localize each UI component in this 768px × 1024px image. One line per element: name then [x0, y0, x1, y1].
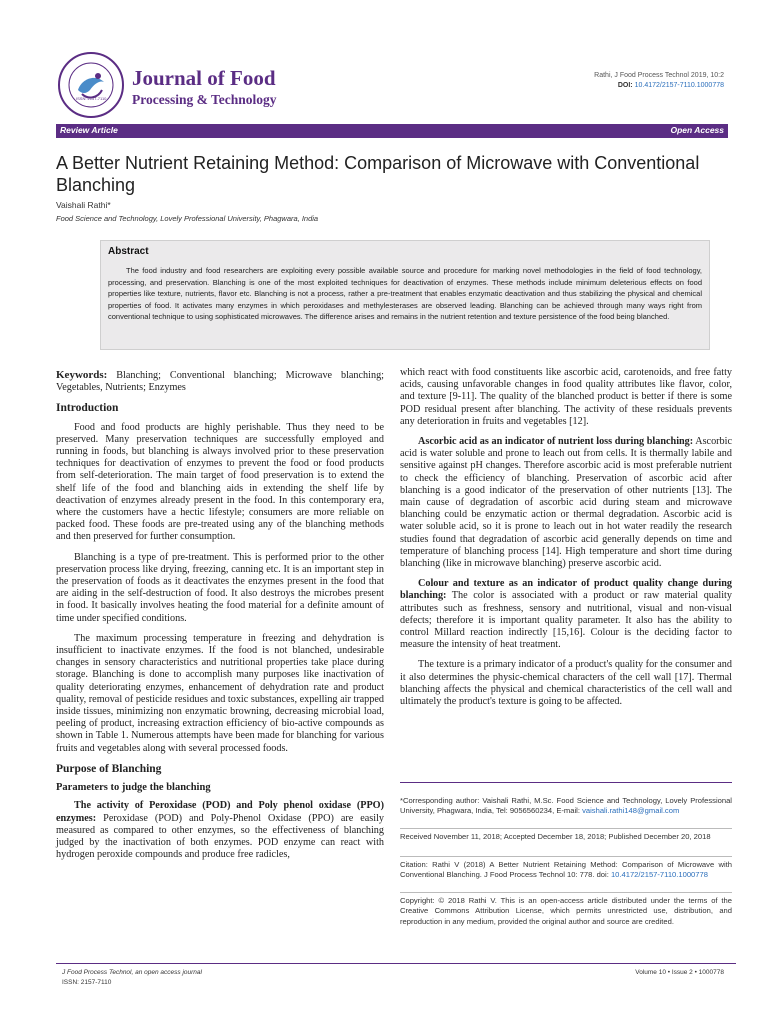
footnote-rule [400, 892, 732, 893]
continued-paragraph: which react with food constituents like ascorbic acid, carotenoids, and free fatty acids, causing unfavorable changes in food quality attributes like flavor, color, and texture [9-11]. The quality of the blanched product is better if there is some POD residual present after blanching. The activity of these residuals prevents any deterioration in fruits and vegetables [12]. [400, 367, 732, 427]
texture-paragraph: The texture is a primary indicator of a product's quality for the consumer and it also determines the physic-chemical characters of the cell wall [17]. Thermal blanching affects the physical and chemical characteristics of the cell wall and ultimately the product's texture is going to be affected. [400, 659, 732, 708]
journal-subtitle: Processing & Technology [132, 92, 277, 107]
introduction-heading: Introduction [56, 402, 119, 415]
intro-paragraph-3: The maximum processing temperature in freezing and dehydration is insufficient to inactivate enzymes. If the food is not blanched, undesirable changes in sensory characteristics and nutritional properties take place during storage. Blanching is done to accomplish many purposes like inactivation of quality deteriorating enzymes, enhancement of dehydration rate and product quality, removal of pesticide residues and toxic substances, expelling air trapped inside tissues, minimizing non enzymatic browning, decreasing microbial load, peeling of product, increasing extraction efficiency of bio-active compounds as shown in Table 1. Numerous attempts have been made for blanching for various fruits and vegetables along with several processed foods. [56, 632, 384, 754]
footnote-rule [400, 828, 732, 829]
ascorbic-heading: Ascorbic acid as an indicator of nutrient loss during blanching: [418, 436, 694, 448]
doi-line [618, 82, 724, 89]
open-access-label: Open Access [670, 125, 724, 135]
citation-text: Rathi V (2018) A Better Nutrient Retaining Method: Comparison of Microwave with Conventional Blanching. J Food Process Technol 10: 778. doi: [400, 860, 732, 880]
journal-logo [56, 50, 126, 120]
footer-journal: J Food Process Technol, an open access journal [62, 969, 202, 976]
footnote-rule [400, 856, 732, 857]
intro-paragraph-2: Blanching is a type of pre-treatment. This is performed prior to the other preservation process like drying, freezing, canning etc. It is an important step in the preservation of foods as it deactivates the enzymes present in the food that are aiding in the self-destruction of food. It also destroys the microbes present in food. It basically involves heating the food material for a definite amount of time under specified conditions. [56, 551, 384, 624]
author-name: Vaishali Rathi* [56, 200, 111, 210]
footer-issn: ISSN: 2157-7110 [62, 979, 112, 986]
colour-text: The color is associated with a product or raw material quality attributes such as freshness, sensory and nutritional, visual and non-visual defects; therefore it is important quality parameter. It also has the ability to control Millard reaction indirectly [15,16]. Colour is the deciding factor to measure the intensity of heat treatment. [400, 590, 732, 651]
purpose-heading: Purpose of Blanching [56, 762, 162, 775]
footer-volume: Volume 10 • Issue 2 • 1000778 [635, 969, 724, 976]
citation-line: Rathi, J Food Process Technol 2019, 10:2 [594, 72, 724, 79]
copyright-note: Copyright: © 2018 Rathi V. This is an open-access article distributed under the terms of the Creative Commons Attribution License, which permits unrestricted use, distribution, and reproduction in any medium, provided the original author and source are credited. [400, 896, 732, 926]
doi-link[interactable]: 10.4172/2157-7110.1000778 [634, 82, 724, 89]
pod-heading: The activity of Peroxidase (POD) and Poly phenol oxidase (PPO) enzymes: [56, 800, 384, 824]
review-article-label: Review Article [60, 125, 118, 135]
ascorbic-text: Ascorbic acid is water soluble and prone to leach out from cells. It is thermally labile and sensitive against pH changes. Therefore ascorbic acid is most preferable nutrient to check the efficiency of blanching. Preservation of ascorbic acid after blanching is a good indicator of the preservation of other nutrients [13]. The main cause of degradation of ascorbic acid during steam and microwave blanching could be enzymatic action or thermal degradation. Ascorbic acid is water soluble acid, so it is prone to leach out in hot water readily the research studies found that degradation of ascorbic acid generally depends on time and temperature of blanching process [14]. High temperature and short time during blanching (like in microwave blanching) preserve ascorbic acid. [400, 436, 733, 570]
parameters-heading: Parameters to judge the blanching [56, 782, 211, 794]
abstract-heading: Abstract [108, 246, 149, 257]
citation-doi-link[interactable]: 10.4172/2157-7110.1000778 [610, 870, 708, 880]
citation-note [400, 860, 732, 881]
journal-title: Journal of Food [132, 66, 276, 90]
article-type-banner [56, 124, 728, 138]
pod-paragraph [56, 800, 384, 861]
right-column [400, 367, 732, 716]
pod-text: Peroxidase (POD) and Poly-Phenol Oxidase (PPO) are easily measured as compared to other enzymes, so the effectiveness of blanching judged by the inactivation of both enzymes. POD enzyme can react with hydrogen peroxide compounds and produce free radicles, [56, 812, 384, 861]
colour-heading: Colour and texture as an indicator of product quality change during blanching: [400, 578, 732, 602]
article-title: A Better Nutrient Retaining Method: Comparison of Microwave with Conventional Blanching [56, 153, 700, 195]
corresponding-author-text: *Corresponding author: Vaishali Rathi, M.Sc. Food Science and Technology, Lovely Professional University, Phagwara, India, Tel: 9056560234, E-mail: [400, 796, 732, 816]
corresponding-author-note [400, 796, 732, 817]
intro-paragraph-1: Food and food products are highly perishable. Thus they need to be preserved. Many preservation techniques are successfully employed and running in foods, but blanching is always involved prior to these preservation techniques for deactivation of enzymes to prevent the food or food products from self-deterioration. The main target of food preservation is to extend the shelf life of the food and blanching aids in extending the shelf life by deactivation of enzymes already present in the food. In this contemporary era, where the customers have a hectic lifestyle; consumers are more reliable on packed food. These foods are pre-treated using any of the blanching methods and then preserved for further consumption. [56, 421, 384, 543]
abstract-body: The food industry and food researchers are exploiting every possible available source and procedure for marking novel methodologies in the field of food technology, processing, and preservation. Blanching is one of the most exploited techniques for deactivation of enzymes. These methods include minimum deleterious effects on food properties like texture, nutrients, flavor etc. Blanching is not a process, rather a pre-treatment that enables enzymatic deactivation and thus stabilizing the physical and chemical properties of food. It activates many enzymes in which peroxidases and methylesterases are observed leading. Blanching can be achieved through many ways right from conventional technique to using sophisticated microwaves. The difference arises and remains in the nutrient retention and texture persistence of the food being blanched. [108, 266, 702, 322]
abstract-text [108, 265, 702, 323]
received-dates: Received November 11, 2018; Accepted December 18, 2018; Published December 20, 2018 [400, 832, 711, 841]
colour-paragraph [400, 578, 732, 651]
doi-label: DOI: [617, 82, 633, 89]
ascorbic-paragraph [400, 436, 732, 570]
footnote-divider [400, 782, 732, 783]
author-email-link[interactable]: vaishali.rathi148@gmail.com [582, 806, 680, 816]
keywords-text: Blanching; Conventional blanching; Microwave blanching; Vegetables, Nutrients; Enzymes [56, 370, 384, 394]
left-column [56, 369, 384, 869]
footer-rule [56, 963, 736, 964]
logo-issn: ISSN: 2157-7110 [76, 96, 107, 101]
author-affiliation: Food Science and Technology, Lovely Professional University, Phagwara, India [56, 214, 319, 223]
citation-label: Citation: [400, 860, 428, 869]
keywords [56, 369, 384, 394]
keywords-label: Keywords: [56, 369, 108, 381]
